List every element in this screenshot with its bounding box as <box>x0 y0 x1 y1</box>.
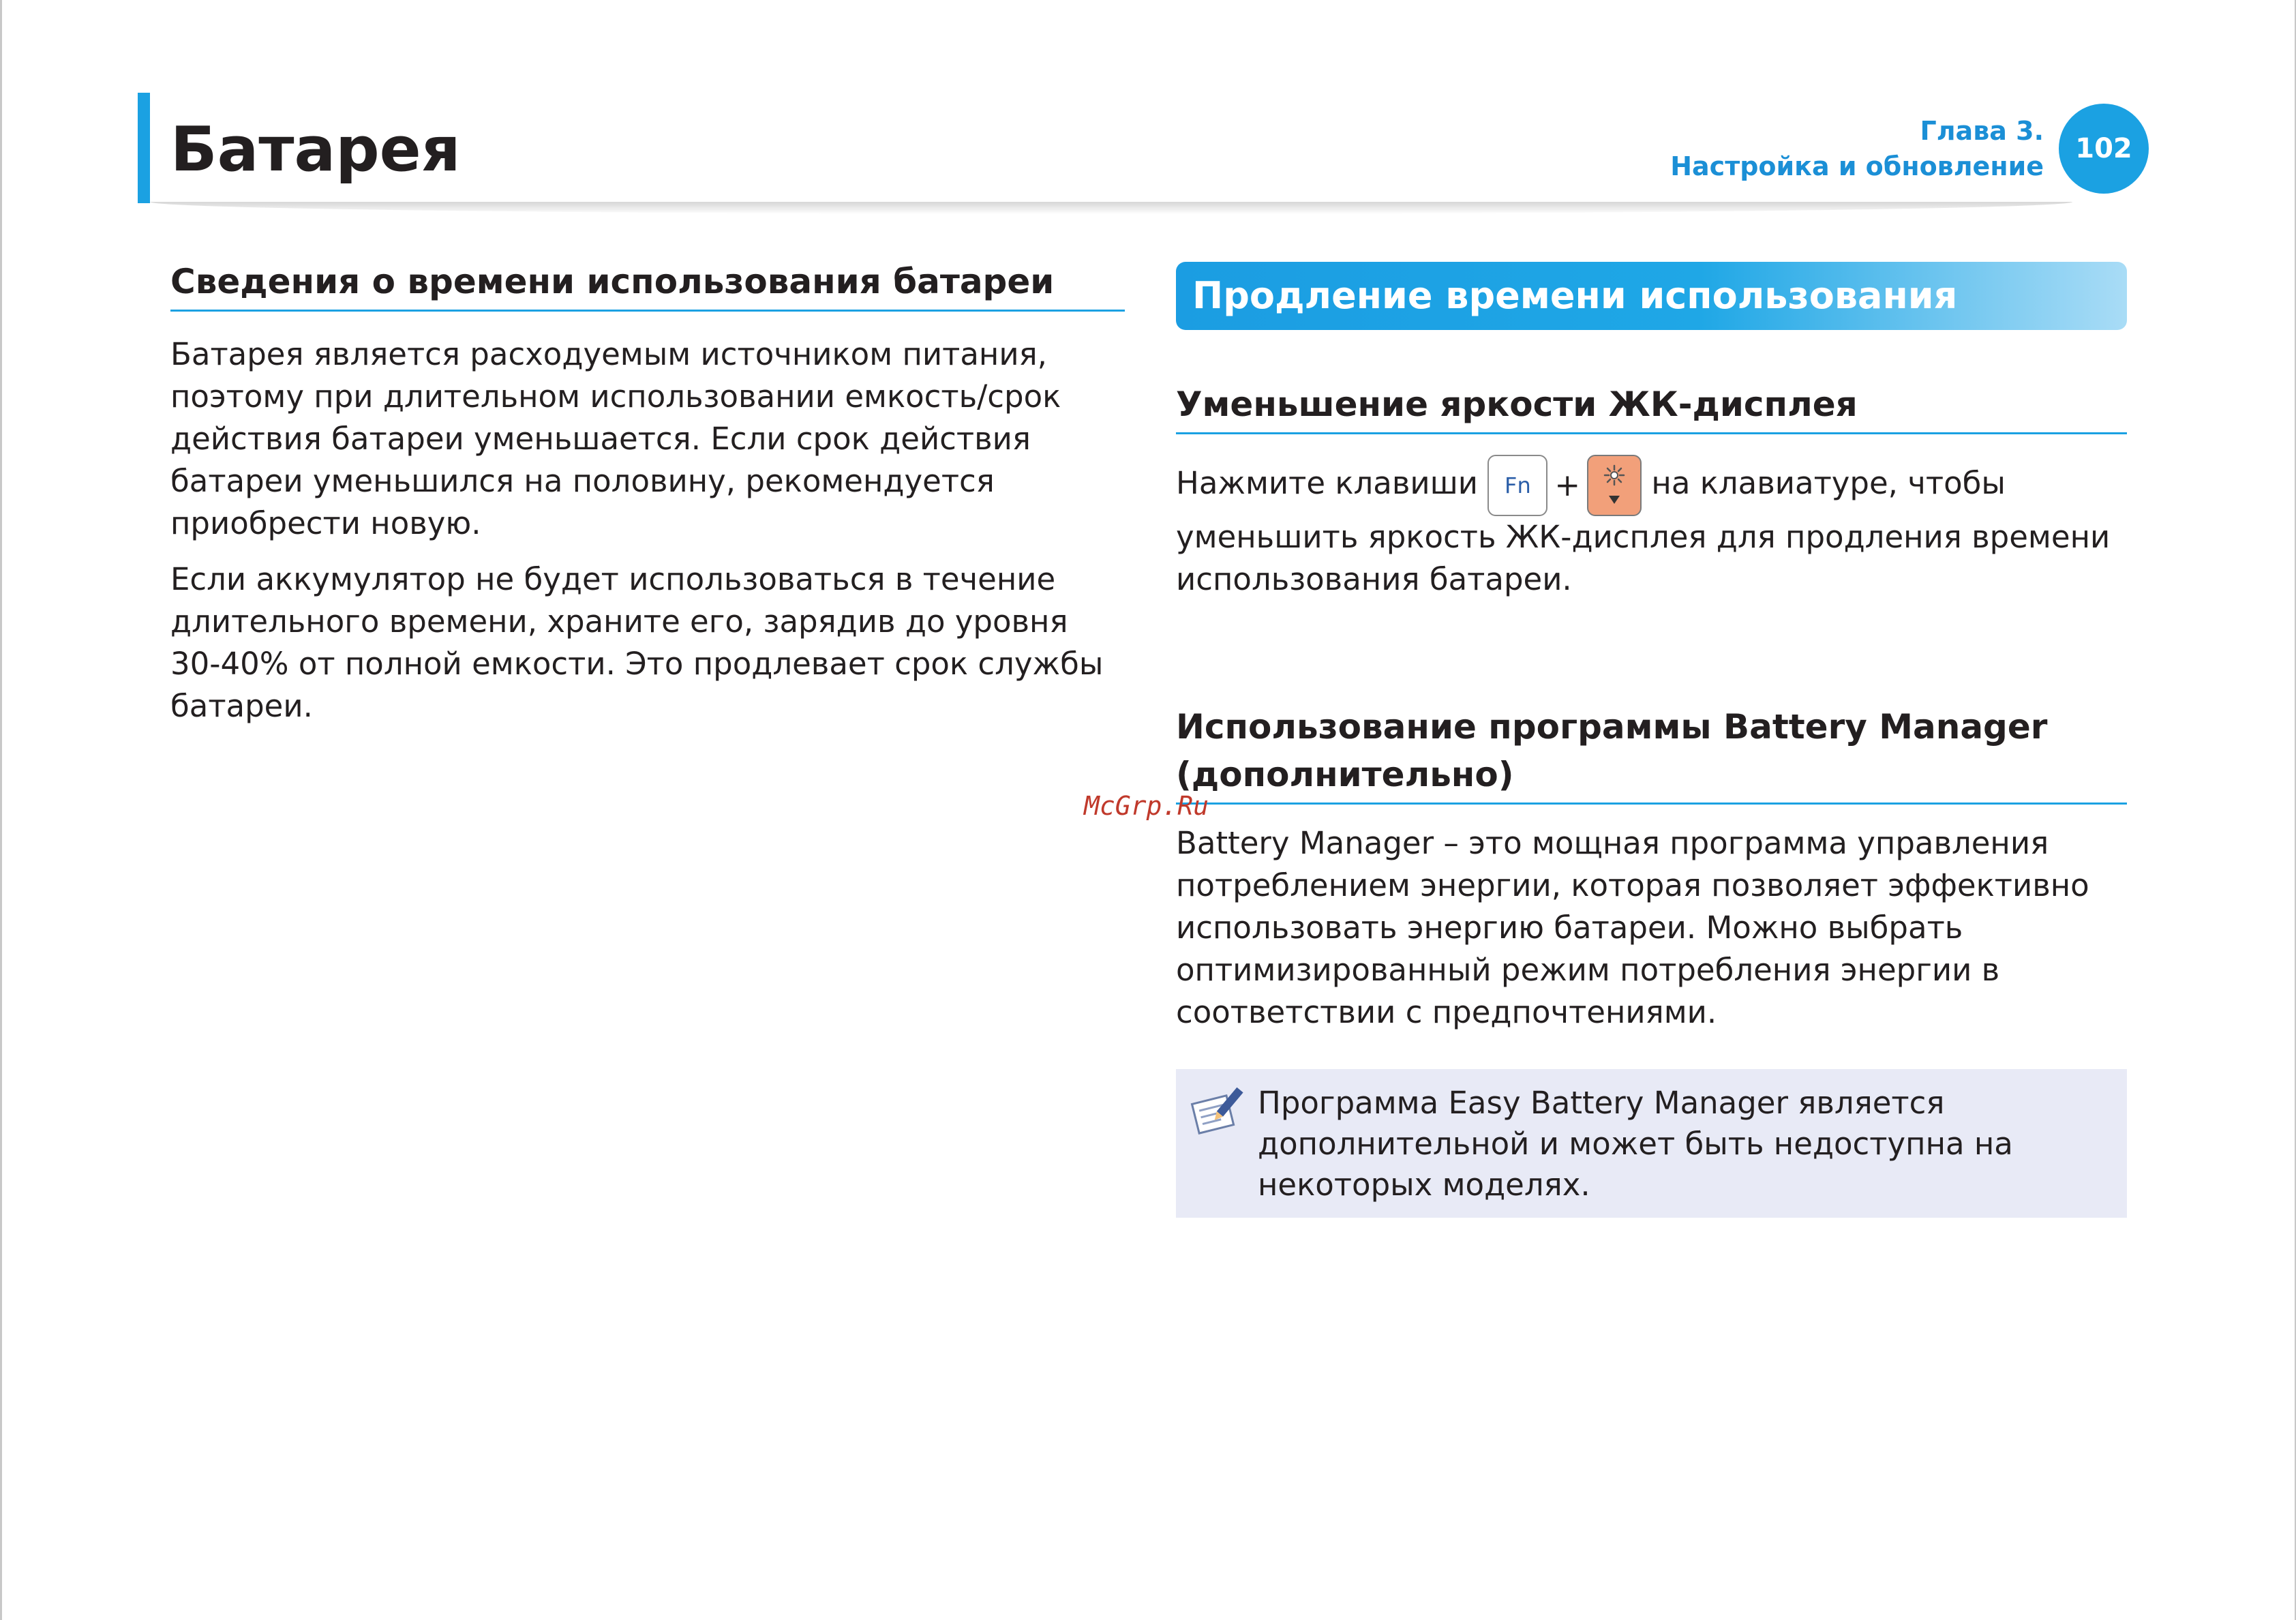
battery-manager-heading-line1: Использование программы Battery Manager <box>1176 707 2048 747</box>
note-pencil-icon <box>1187 1084 1245 1139</box>
title-accent-bar <box>138 93 150 203</box>
brightness-down-key-icon <box>1587 455 1642 516</box>
paragraph-battery-consumable: Батарея является расходуемым источником питания, поэтому при длительном использовании емкость/срок действия батареи уменьшается. Если срок действия батареи уменьшился на половину, рекомендуется приобрести новую. <box>170 336 1061 541</box>
paragraph-battery-manager: Battery Manager – это мощная программа управления потреблением энергии, которая позволяет эффективно использовать энергию батареи. Можно выбрать оптимизированный режим потребления энергии в соответствии с предпочтениями. <box>1176 825 2089 1030</box>
section-heading-battery-manager <box>1176 703 2127 805</box>
fn-key: Fn <box>1487 455 1547 516</box>
plus-sign: + <box>1554 467 1581 503</box>
battery-manager-heading-line2: (дополнительно) <box>1176 755 1514 794</box>
section-heading-lcd-brightness: Уменьшение яркости ЖК-дисплея <box>1176 380 2127 434</box>
page-title: Батарея <box>170 114 461 185</box>
section-heading-battery-life: Сведения о времени использования батареи <box>170 258 1125 312</box>
note-box <box>1176 1069 2127 1218</box>
paragraph-battery-storage: Если аккумулятор не будет использоваться в течение длительного времени, храните его, зарядив до уровня 30-40% от полной емкости. Это продлевает срок службы батареи. <box>170 561 1104 724</box>
right-column <box>1176 262 2127 1218</box>
chapter-number: Глава 3. <box>1920 116 2044 146</box>
page-border-left <box>0 0 2 1620</box>
left-column <box>170 258 1125 728</box>
note-text: Программа Easy Battery Manager является дополнительной и может быть недоступна на некоторых моделях. <box>1258 1085 2013 1203</box>
header-divider-shadow <box>150 202 2072 214</box>
chapter-title: Настройка и обновление <box>1670 151 2044 181</box>
section-banner-extend-battery: Продление времени использования батареи <box>1176 262 2127 330</box>
chapter-label <box>1670 113 2044 184</box>
watermark: McGrp.Ru <box>1084 791 1209 821</box>
brightness-text-before: Нажмите клавиши <box>1176 465 1479 501</box>
page-number-badge: 102 <box>2059 104 2149 194</box>
paragraph-brightness-keys <box>1176 455 2127 601</box>
brightness-text-after: на клавиатуре, чтобы уменьшить яркость ЖК-дисплея для продления времени использования батареи. <box>1176 465 2111 597</box>
